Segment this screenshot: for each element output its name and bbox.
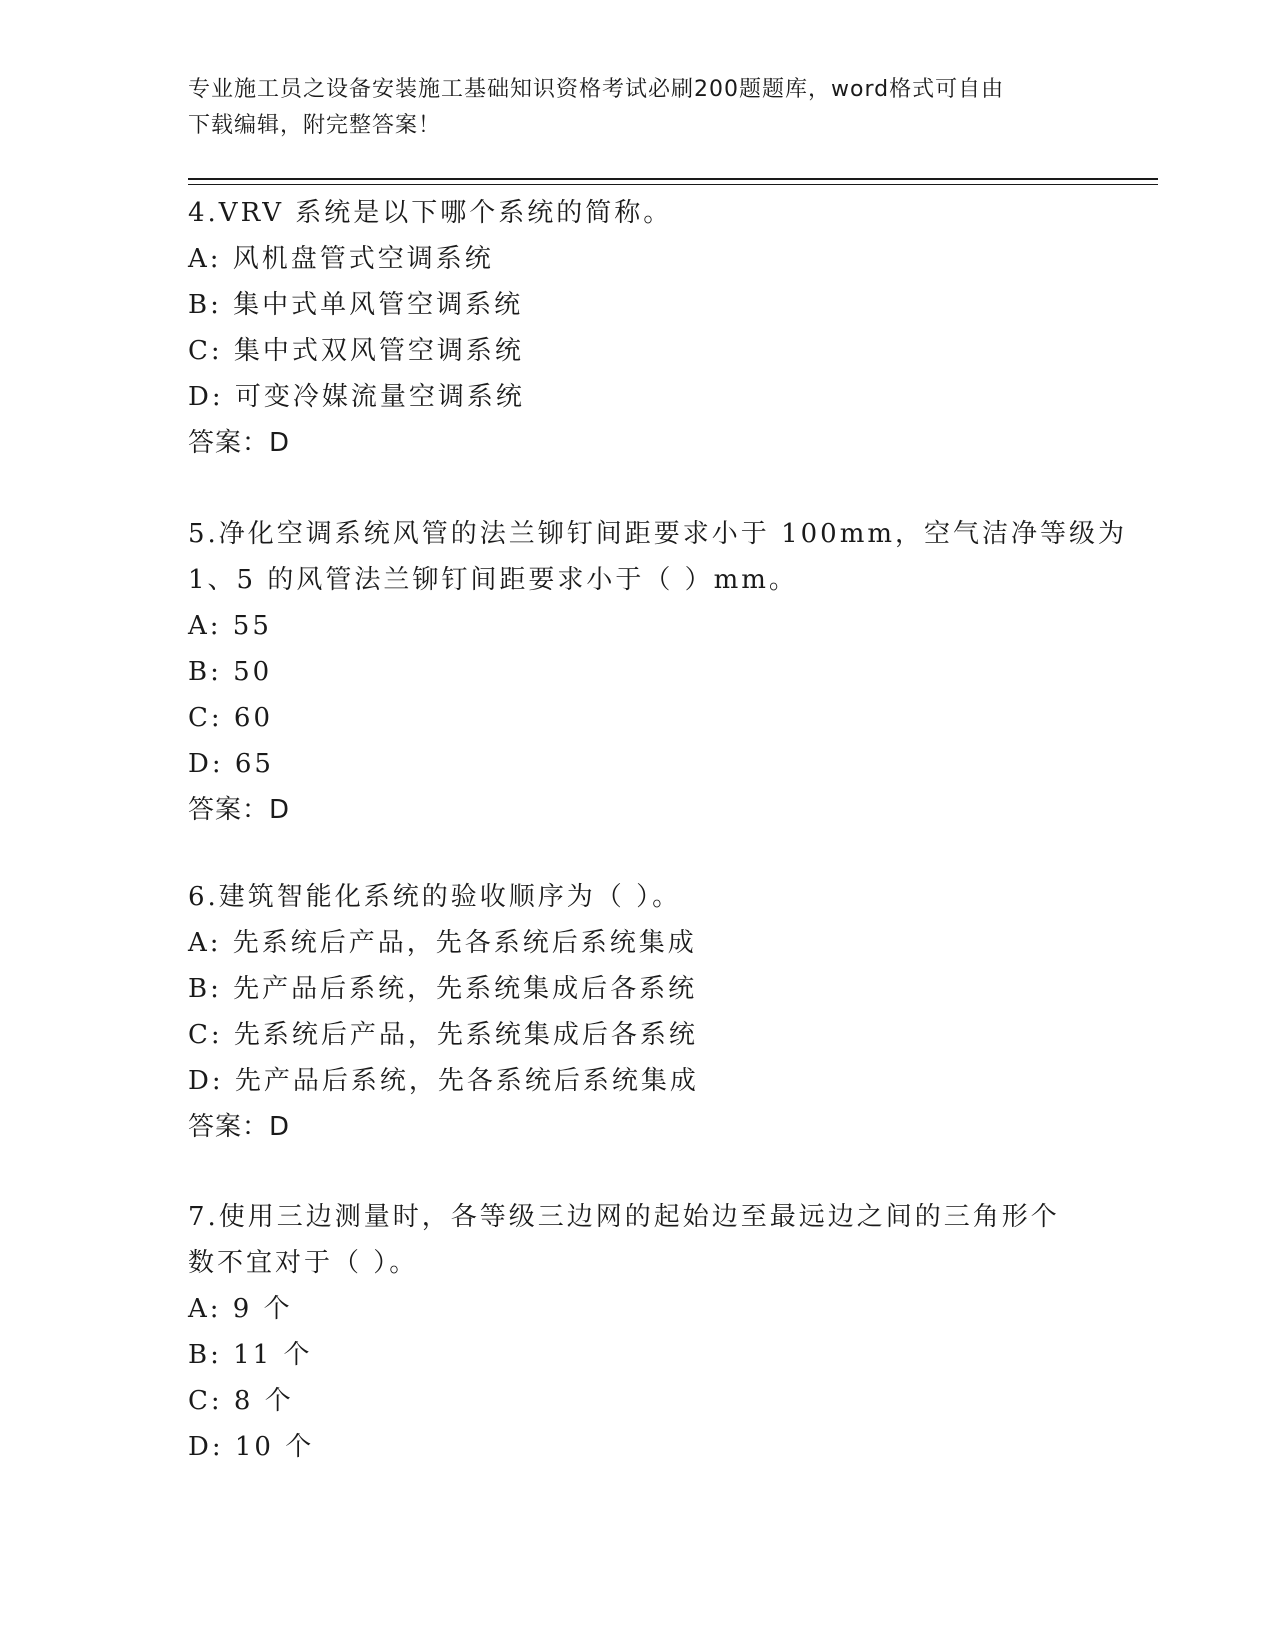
header-line-1: 专业施工员之设备安装施工基础知识资格考试必刷200题题库，word格式可自由 — [188, 77, 1005, 102]
question-6 — [188, 874, 1088, 1150]
option-c: C: 60 — [188, 703, 274, 733]
answer-text: 答案：D — [188, 428, 291, 458]
option-a: A: 风机盘管式空调系统 — [188, 244, 494, 274]
question-stem: 5.净化空调系统风管的法兰铆钉间距要求小于 100mm，空气洁净等级为 — [188, 519, 1128, 549]
option-b: B: 11 个 — [188, 1340, 313, 1370]
question-stem: 4.VRV 系统是以下哪个系统的简称。 — [188, 198, 673, 228]
option-d: D: 65 — [188, 749, 274, 779]
option-c: C: 先系统后产品，先系统集成后各系统 — [188, 1020, 698, 1050]
question-4 — [188, 190, 1088, 466]
option-b: B: 集中式单风管空调系统 — [188, 290, 524, 320]
option-b: B: 先产品后系统，先系统集成后各系统 — [188, 974, 698, 1004]
option-d: D: 10 个 — [188, 1432, 315, 1462]
question-stem-continued: 数不宜对于（ ）。 — [188, 1248, 419, 1278]
option-a: A: 55 — [188, 611, 272, 641]
question-stem: 7.使用三边测量时，各等级三边网的起始边至最远边之间的三角形个 — [188, 1202, 1060, 1232]
option-b: B: 50 — [188, 657, 273, 687]
option-d: D: 先产品后系统，先各系统后系统集成 — [188, 1066, 699, 1096]
option-c: C: 8 个 — [188, 1386, 294, 1416]
header-line-2: 下载编辑，附完整答案！ — [188, 113, 442, 138]
option-c: C: 集中式双风管空调系统 — [188, 336, 524, 366]
option-d: D: 可变冷媒流量空调系统 — [188, 382, 525, 412]
answer-text: 答案：D — [188, 1112, 291, 1142]
question-stem-continued: 1、5 的风管法兰铆钉间距要求小于（ ）mm。 — [188, 565, 798, 595]
header-divider-thick — [188, 178, 1158, 180]
question-7 — [188, 1194, 1088, 1470]
header-divider-thin — [188, 184, 1158, 185]
question-stem: 6.建筑智能化系统的验收顺序为（ ）。 — [188, 882, 682, 912]
question-5 — [188, 511, 1128, 833]
option-a: A: 先系统后产品，先各系统后系统集成 — [188, 928, 697, 958]
option-a: A: 9 个 — [188, 1294, 293, 1324]
document-header — [188, 72, 1078, 144]
answer-text: 答案：D — [188, 795, 291, 825]
